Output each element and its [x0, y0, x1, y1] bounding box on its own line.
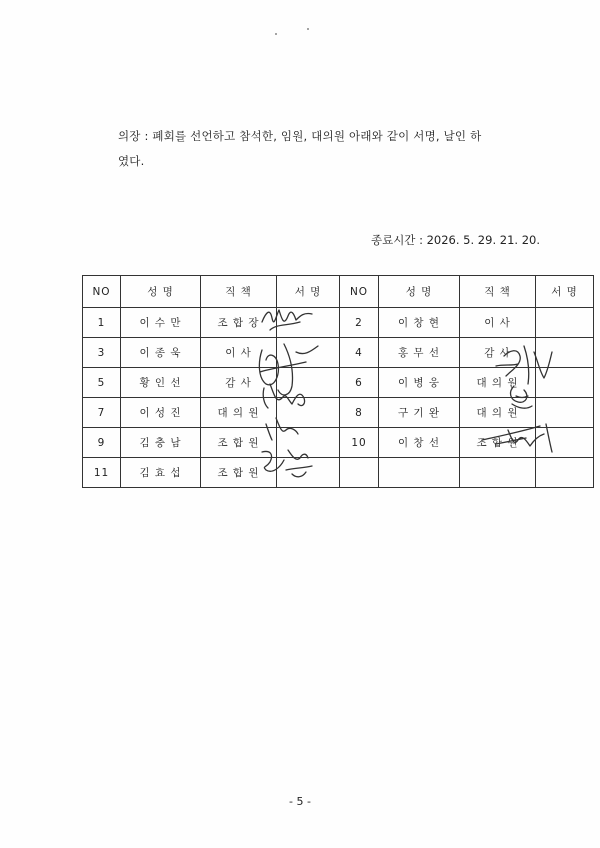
- scan-speck: [275, 33, 277, 35]
- table-row: [83, 398, 594, 428]
- page-number: - 5 -: [289, 795, 311, 808]
- member-name: 김 충 남: [121, 428, 201, 458]
- member-name: 김 효 섭: [121, 458, 201, 488]
- member-name: 이 수 만: [121, 308, 201, 338]
- signature-cell: [536, 428, 594, 458]
- member-title: 이 사: [460, 308, 536, 338]
- member-no: 3: [83, 338, 121, 368]
- signature-cell: [536, 458, 594, 488]
- member-no: 6: [340, 368, 379, 398]
- signature-cell: [536, 308, 594, 338]
- table-row: [83, 338, 594, 368]
- table-header-row: [83, 276, 594, 308]
- signature-cell: [277, 458, 340, 488]
- member-name: 이 창 현: [379, 308, 460, 338]
- header-signature: 서 명: [277, 276, 340, 308]
- member-name: 이 성 진: [121, 398, 201, 428]
- member-title: 대 의 원: [201, 398, 277, 428]
- member-title: 조 합 원: [201, 458, 277, 488]
- table-row: [83, 368, 594, 398]
- member-no: 5: [83, 368, 121, 398]
- signature-cell: [277, 428, 340, 458]
- member-name: 구 기 완: [379, 398, 460, 428]
- header-signature: 서 명: [536, 276, 594, 308]
- member-no: 8: [340, 398, 379, 428]
- header-no: NO: [83, 276, 121, 308]
- scan-speck: [307, 28, 309, 30]
- closing-statement: [118, 124, 538, 174]
- member-no: 2: [340, 308, 379, 338]
- closing-statement-line1: 의장 : 폐회를 선언하고 참석한, 임원, 대의원 아래와 같이 서명, 날인 하: [118, 129, 482, 143]
- member-no: 7: [83, 398, 121, 428]
- member-title: 조 합 원: [201, 428, 277, 458]
- table-row: [83, 308, 594, 338]
- member-title: 감 사: [201, 368, 277, 398]
- end-time: 종료시간 : 2026. 5. 29. 21. 20.: [370, 233, 540, 247]
- table-row: [83, 428, 594, 458]
- member-name: 이 병 웅: [379, 368, 460, 398]
- member-title: 조 합 원: [460, 428, 536, 458]
- member-title: 조 합 장: [201, 308, 277, 338]
- member-no: 10: [340, 428, 379, 458]
- signature-cell: [277, 368, 340, 398]
- member-title: 대 의 원: [460, 368, 536, 398]
- signature-cell: [536, 338, 594, 368]
- header-title: 직 책: [201, 276, 277, 308]
- attendance-signature-table: [82, 275, 594, 488]
- member-name: [379, 458, 460, 488]
- header-name: 성 명: [379, 276, 460, 308]
- member-no: 9: [83, 428, 121, 458]
- member-title: 감 사: [460, 338, 536, 368]
- member-no: 1: [83, 308, 121, 338]
- header-name: 성 명: [121, 276, 201, 308]
- member-title: 이 사: [201, 338, 277, 368]
- member-no: [340, 458, 379, 488]
- member-no: 4: [340, 338, 379, 368]
- member-title: [460, 458, 536, 488]
- table-row: [83, 458, 594, 488]
- header-no: NO: [340, 276, 379, 308]
- closing-statement-line2: 였다.: [118, 154, 145, 168]
- signature-cell: [277, 338, 340, 368]
- signature-cell: [536, 398, 594, 428]
- signature-cell: [277, 308, 340, 338]
- member-name: 이 창 선: [379, 428, 460, 458]
- signature-cell: [536, 368, 594, 398]
- member-name: 이 종 욱: [121, 338, 201, 368]
- member-title: 대 의 원: [460, 398, 536, 428]
- member-name: 황 인 선: [121, 368, 201, 398]
- member-no: 11: [83, 458, 121, 488]
- member-name: 홍 무 선: [379, 338, 460, 368]
- signature-cell: [277, 398, 340, 428]
- header-title: 직 책: [460, 276, 536, 308]
